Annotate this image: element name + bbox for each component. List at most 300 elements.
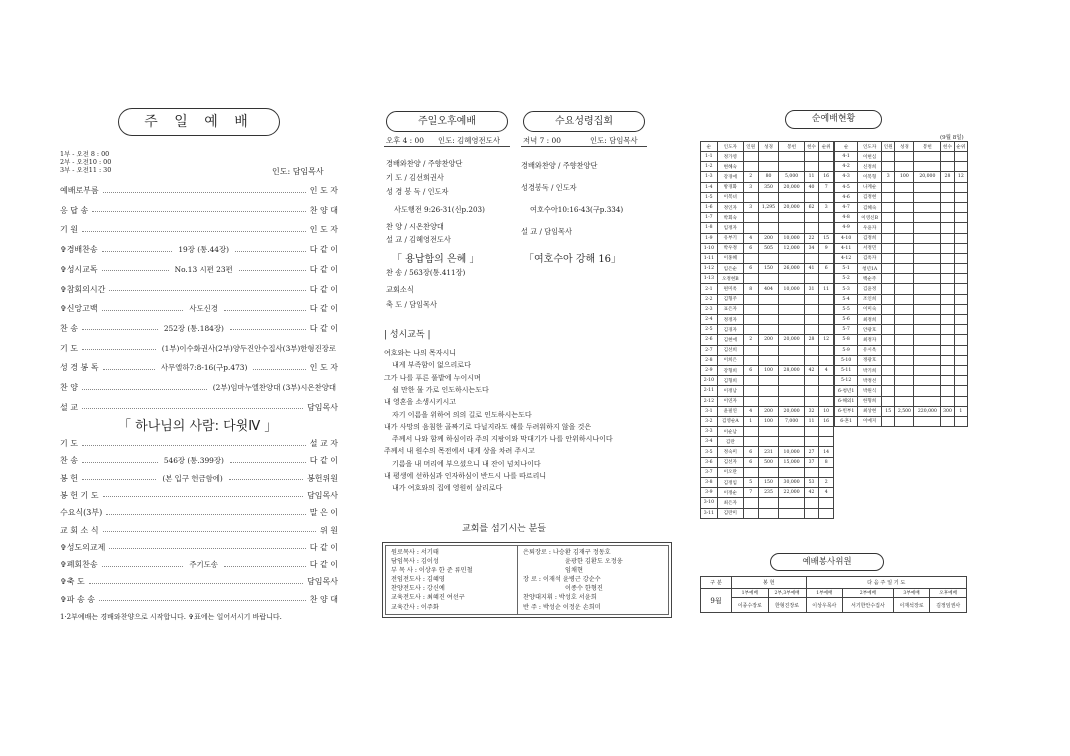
- attendance-cell: 150: [758, 264, 779, 274]
- attendance-cell: [895, 335, 914, 345]
- attendance-cell: 안광호: [858, 325, 882, 335]
- order-item-label: 수요식(3부): [60, 508, 103, 518]
- attendance-cell: [804, 253, 819, 263]
- attendance-cell: 신정희: [858, 162, 882, 172]
- vol-name: 이종수장로: [732, 598, 769, 613]
- table-row: [701, 427, 834, 437]
- attendance-header-cell: 순위: [819, 142, 834, 152]
- attendance-cell: 2-4: [701, 315, 718, 325]
- staff-line: 교육전도사 : 최혜진 여선구: [391, 594, 465, 602]
- attendance-cell: 3: [743, 202, 758, 212]
- attendance-cell: [914, 253, 941, 263]
- attendance-cell: 42: [804, 488, 819, 498]
- attendance-cell: 1-5: [701, 192, 718, 202]
- attendance-cell: 11: [804, 416, 819, 426]
- attendance-cell: [804, 192, 819, 202]
- attendance-cell: [819, 253, 834, 263]
- attendance-cell: [895, 213, 914, 223]
- order-item-label: 예배로부름: [60, 186, 99, 195]
- attendance-cell: [743, 386, 758, 396]
- staff-line: 이종수 한형진: [565, 585, 603, 593]
- attendance-header-cell: 봉헌: [914, 142, 941, 152]
- wednesday-item-1: 경배와찬양 / 주향찬양단: [521, 161, 598, 170]
- table-row: [701, 467, 834, 477]
- attendance-cell: 1-11: [701, 253, 718, 263]
- order-item-label: ✞파 송 송: [60, 594, 95, 604]
- attendance-cell: 1-12: [701, 264, 718, 274]
- attendance-cell: [758, 355, 779, 365]
- attendance-cell: [914, 202, 941, 212]
- attendance-cell: 20,000: [914, 172, 941, 182]
- attendance-cell: [819, 315, 834, 325]
- order-item-label: ✞신앙고백: [60, 304, 98, 314]
- wednesday-title: 수요성령집회: [523, 111, 645, 132]
- attendance-cell: 41: [804, 264, 819, 274]
- attendance-cell: 20,000: [779, 335, 804, 345]
- attendance-header-cell: 인도자: [858, 142, 882, 152]
- attendance-cell: 이현심: [858, 152, 882, 162]
- table-row: [701, 478, 834, 488]
- attendance-cell: 16: [819, 172, 834, 182]
- attendance-cell: 22,000: [779, 488, 804, 498]
- attendance-header-cell: 인원: [743, 142, 758, 152]
- dotted-leader: [103, 369, 155, 370]
- attendance-cell: 11: [819, 284, 834, 294]
- table-row: [835, 284, 968, 294]
- order-item-row: [60, 204, 338, 218]
- dotted-leader: [99, 600, 306, 601]
- order-item-row: [60, 541, 338, 555]
- attendance-cell: [779, 325, 804, 335]
- staff-line: 담임목사 : 김이성: [391, 558, 439, 566]
- attendance-cell: 1,295: [758, 202, 779, 212]
- staff-box: [382, 542, 672, 618]
- attendance-cell: [804, 223, 819, 233]
- attendance-cell: [895, 243, 914, 253]
- attendance-header-right: [835, 142, 968, 152]
- table-row: [701, 406, 834, 416]
- attendance-cell: 백순주: [858, 274, 882, 284]
- attendance-cell: [779, 376, 804, 386]
- attendance-cell: [954, 284, 967, 294]
- volunteers-table-wrap: [700, 576, 967, 613]
- attendance-cell: [954, 253, 967, 263]
- attendance-cell: [895, 274, 914, 284]
- attendance-cell: 10,000: [779, 284, 804, 294]
- attendance-cell: 1-8: [701, 223, 718, 233]
- attendance-cell: 80: [758, 172, 779, 182]
- attendance-cell: [895, 304, 914, 314]
- attendance-cell: 235: [758, 488, 779, 498]
- attendance-cell: [914, 233, 941, 243]
- attendance-cell: [779, 274, 804, 284]
- attendance-cell: 42: [804, 365, 819, 375]
- attendance-cell: [954, 355, 967, 365]
- staff-line: 전임전도사 : 김혜영: [391, 576, 445, 584]
- attendance-cell: [882, 345, 895, 355]
- staff-line: 장 로 : 이재석 윤병근 강순수: [523, 576, 601, 584]
- wednesday-time: 저녁 7 : 00: [523, 136, 561, 145]
- attendance-cell: 200: [758, 335, 779, 345]
- attendance-cell: 임은순: [717, 264, 743, 274]
- dotted-leader: [102, 251, 173, 252]
- order-item-person: 다 같 이: [309, 542, 338, 552]
- wednesday-leader: 인도: 담임목사: [590, 136, 638, 145]
- attendance-cell: [941, 223, 954, 233]
- table-row: [701, 253, 834, 263]
- afternoon-item-4: 사도행전 9:26-31(신p.203): [394, 205, 485, 214]
- vol-name: 서기한안수집사: [843, 598, 894, 613]
- order-item-detail: 252장 (통.184장): [163, 323, 224, 333]
- order-item-person: 다 같 이: [309, 323, 339, 333]
- order-item-label: 찬 양: [60, 383, 78, 392]
- attendance-cell: 유부기: [717, 233, 743, 243]
- attendance-cell: 12,000: [779, 243, 804, 253]
- attendance-cell: 조인희: [858, 294, 882, 304]
- table-row: [835, 396, 968, 406]
- attendance-cell: [941, 365, 954, 375]
- attendance-cell: 김선희: [717, 345, 743, 355]
- order-item-label: 찬 송: [60, 323, 78, 333]
- dotted-leader: [102, 566, 184, 567]
- attendance-cell: 나계순: [858, 182, 882, 192]
- dotted-leader: [109, 548, 305, 549]
- attendance-cell: [743, 162, 758, 172]
- attendance-cell: [819, 223, 834, 233]
- attendance-header-cell: 헌수: [941, 142, 954, 152]
- reading-line: 쉴 만한 물 가로 인도하시는도다: [392, 385, 489, 394]
- attendance-cell: [882, 284, 895, 294]
- attendance-cell: [779, 345, 804, 355]
- attendance-cell: [895, 223, 914, 233]
- attendance-cell: 이연자: [717, 396, 743, 406]
- staff-line: 임채현: [565, 567, 583, 575]
- attendance-cell: 김옥자: [858, 253, 882, 263]
- dotted-leader: [102, 270, 169, 271]
- reading-line: 내게 부족함이 없으리로다: [392, 361, 471, 370]
- attendance-cell: [882, 274, 895, 284]
- attendance-cell: 7: [743, 488, 758, 498]
- order-item-label: 기 원: [60, 225, 78, 235]
- attendance-cell: 150: [758, 478, 779, 488]
- dotted-leader: [109, 290, 305, 291]
- attendance-cell: 2-7: [701, 345, 718, 355]
- attendance-cell: 김경자: [717, 325, 743, 335]
- table-row: [701, 355, 834, 365]
- table-row: [835, 162, 968, 172]
- attendance-cell: 5-11: [835, 365, 858, 375]
- attendance-cell: 1-3: [701, 172, 718, 182]
- attendance-cell: [819, 213, 834, 223]
- attendance-cell: [941, 182, 954, 192]
- attendance-cell: [914, 213, 941, 223]
- attendance-header-cell: 헌수: [804, 142, 819, 152]
- table-row: [835, 213, 968, 223]
- attendance-cell: 5-2: [835, 274, 858, 284]
- attendance-cell: [758, 274, 779, 284]
- attendance-cell: 300: [941, 406, 954, 416]
- attendance-cell: 4-12: [835, 253, 858, 263]
- table-row: [701, 304, 834, 314]
- table-row: [701, 437, 834, 447]
- attendance-cell: [743, 315, 758, 325]
- dotted-leader: [82, 389, 207, 390]
- table-row: [835, 152, 968, 162]
- attendance-cell: 2-6: [701, 335, 718, 345]
- attendance-cell: 6: [743, 365, 758, 375]
- attendance-cell: [914, 315, 941, 325]
- reading-line: 내가 여호와의 집에 영원히 살리로다: [392, 484, 503, 493]
- order-item-person: 다 같 이: [309, 284, 338, 294]
- table-row: [835, 335, 968, 345]
- attendance-cell: 이정순: [717, 488, 743, 498]
- staff-line: 윤광한 김환도 오정웅: [565, 558, 623, 566]
- attendance-cell: 3-5: [701, 447, 718, 457]
- attendance-cell: [819, 355, 834, 365]
- attendance-cell: [954, 192, 967, 202]
- dotted-leader: [82, 408, 303, 409]
- attendance-cell: 1-13: [701, 274, 718, 284]
- attendance-cell: 500: [758, 457, 779, 467]
- attendance-cell: [941, 304, 954, 314]
- attendance-cell: [914, 386, 941, 396]
- attendance-cell: 4-11: [835, 243, 858, 253]
- attendance-cell: [954, 182, 967, 192]
- table-row: [701, 264, 834, 274]
- main-worship-title: 주 일 예 배: [118, 108, 280, 136]
- attendance-header-cell: 성경: [758, 142, 779, 152]
- attendance-cell: [743, 396, 758, 406]
- afternoon-item-7: 찬 송 / 563장(통.411장): [386, 268, 466, 277]
- attendance-cell: 4: [819, 365, 834, 375]
- attendance-cell: [743, 355, 758, 365]
- order-item-row: [60, 437, 338, 451]
- attendance-cell: 10,000: [779, 233, 804, 243]
- attendance-cell: [914, 274, 941, 284]
- afternoon-item-9: 축 도 / 담임목사: [386, 300, 437, 309]
- attendance-cell: [914, 223, 941, 233]
- attendance-cell: 이정남: [717, 386, 743, 396]
- dotted-leader: [82, 329, 158, 330]
- attendance-cell: [914, 345, 941, 355]
- attendance-cell: 김정현: [858, 192, 882, 202]
- table-row: [835, 202, 968, 212]
- attendance-cell: 이복형: [858, 172, 882, 182]
- order-item-label: 찬 송: [60, 456, 78, 466]
- attendance-cell: [758, 192, 779, 202]
- wednesday-divider: [521, 146, 647, 147]
- attendance-cell: 2,500: [895, 406, 914, 416]
- attendance-cell: 6: [743, 457, 758, 467]
- attendance-cell: [914, 325, 941, 335]
- dotted-leader: [235, 251, 306, 252]
- attendance-cell: 정광호: [858, 355, 882, 365]
- attendance-cell: 2-8: [701, 355, 718, 365]
- attendance-cell: [882, 376, 895, 386]
- attendance-cell: 4-1: [835, 152, 858, 162]
- attendance-cell: [882, 315, 895, 325]
- attendance-cell: 유시옥: [858, 345, 882, 355]
- vol-header-offering: 봉 헌: [732, 577, 807, 589]
- attendance-cell: 2-11: [701, 386, 718, 396]
- attendance-cell: [941, 264, 954, 274]
- attendance-cell: [895, 264, 914, 274]
- attendance-cell: 3: [819, 202, 834, 212]
- attendance-cell: [914, 335, 941, 345]
- attendance-cell: [743, 294, 758, 304]
- attendance-cell: [819, 386, 834, 396]
- vol-subheader: 3부예배: [893, 589, 930, 598]
- attendance-cell: 5-12: [835, 376, 858, 386]
- attendance-cell: [819, 345, 834, 355]
- attendance-cell: [914, 243, 941, 253]
- attendance-cell: 62: [804, 202, 819, 212]
- attendance-cell: [954, 315, 967, 325]
- attendance-cell: 청년1A: [858, 264, 882, 274]
- attendance-cell: 231: [758, 447, 779, 457]
- attendance-cell: [819, 162, 834, 172]
- attendance-cell: 28: [804, 335, 819, 345]
- attendance-cell: 오정현B: [717, 274, 743, 284]
- attendance-cell: 2-10: [701, 376, 718, 386]
- attendance-cell: [954, 233, 967, 243]
- attendance-cell: 3-9: [701, 488, 718, 498]
- attendance-cell: [954, 202, 967, 212]
- wednesday-item-3: 여호수아10:16-43(구p.334): [530, 205, 624, 214]
- attendance-cell: 1-1: [701, 152, 718, 162]
- attendance-cell: [758, 376, 779, 386]
- afternoon-item-1: 경배와찬양 / 주향찬양단: [386, 159, 463, 168]
- table-row: [701, 223, 834, 233]
- wednesday-sermon: 「여호수아 강해 16」: [524, 254, 622, 265]
- attendance-cell: [882, 365, 895, 375]
- attendance-cell: 200: [758, 233, 779, 243]
- attendance-cell: [941, 386, 954, 396]
- dotted-leader: [82, 349, 156, 350]
- attendance-cell: 6-청년1: [835, 386, 858, 396]
- attendance-cell: [804, 427, 819, 437]
- attendance-cell: 4-3: [835, 172, 858, 182]
- attendance-cell: [743, 345, 758, 355]
- table-row: [701, 508, 834, 518]
- attendance-cell: [882, 253, 895, 263]
- attendance-cell: [779, 304, 804, 314]
- order-item-label: 기 도: [60, 439, 78, 448]
- attendance-cell: [743, 274, 758, 284]
- attendance-cell: [882, 294, 895, 304]
- attendance-cell: 1-2: [701, 162, 718, 172]
- order-item-label: 봉 헌: [60, 473, 78, 483]
- attendance-cell: 5,000: [779, 172, 804, 182]
- attendance-cell: 1-9: [701, 233, 718, 243]
- attendance-cell: 최은자: [717, 498, 743, 508]
- attendance-cell: [819, 437, 834, 447]
- attendance-cell: [819, 376, 834, 386]
- attendance-cell: [954, 396, 967, 406]
- attendance-cell: 이예지: [858, 416, 882, 426]
- attendance-cell: 14: [819, 447, 834, 457]
- attendance-cell: [941, 355, 954, 365]
- table-row: [701, 376, 834, 386]
- order-item-row: [60, 575, 338, 589]
- order-item-person: 봉헌위원: [307, 473, 338, 483]
- attendance-cell: 11: [804, 172, 819, 182]
- attendance-cell: 최정희: [858, 315, 882, 325]
- attendance-cell: 5-3: [835, 284, 858, 294]
- staff-line: 찬양전도사 : 강신예: [391, 585, 445, 593]
- attendance-cell: 이희은: [717, 355, 743, 365]
- attendance-cell: [954, 213, 967, 223]
- attendance-cell: 7: [819, 182, 834, 192]
- attendance-cell: 4: [743, 406, 758, 416]
- attendance-cell: [758, 325, 779, 335]
- staff-list-right: [523, 548, 623, 612]
- attendance-cell: [941, 294, 954, 304]
- attendance-cell: [804, 294, 819, 304]
- attendance-cell: 정인자: [717, 202, 743, 212]
- attendance-header-cell: 순위: [954, 142, 967, 152]
- order-item-detail: (본 입구 헌금함에): [162, 473, 223, 483]
- order-item-detail: (2부)임마누엘찬양대 (3부)시온찬양대: [212, 383, 336, 392]
- attendance-cell: [895, 294, 914, 304]
- attendance-cell: 김현애: [717, 335, 743, 345]
- attendance-cell: [895, 365, 914, 375]
- attendance-cell: 정숙미: [717, 447, 743, 457]
- attendance-cell: 1-7: [701, 213, 718, 223]
- attendance-cell: [804, 213, 819, 223]
- attendance-cell: 김영순A: [717, 416, 743, 426]
- attendance-cell: [758, 152, 779, 162]
- attendance-cell: 6: [743, 264, 758, 274]
- attendance-cell: [758, 345, 779, 355]
- attendance-cell: [914, 355, 941, 365]
- attendance-cell: 김혜숙: [858, 202, 882, 212]
- order-item-person: 다 같 이: [309, 304, 338, 314]
- dotted-leader: [103, 531, 316, 532]
- attendance-cell: [954, 416, 967, 426]
- attendance-table-right: [834, 141, 968, 427]
- attendance-cell: [819, 427, 834, 437]
- order-item-person: 다 같 이: [309, 245, 339, 255]
- attendance-cell: [954, 386, 967, 396]
- order-item-detail: 19장 (통.44장): [178, 245, 230, 255]
- attendance-cell: [941, 152, 954, 162]
- attendance-cell: 2-12: [701, 396, 718, 406]
- vol-name: 한형진장로: [768, 598, 806, 613]
- attendance-cell: 김형주: [717, 294, 743, 304]
- attendance-cell: 28,000: [779, 365, 804, 375]
- vol-name: 김정임권사: [930, 598, 967, 613]
- attendance-cell: [941, 325, 954, 335]
- attendance-cell: 3-6: [701, 457, 718, 467]
- order-item-person: 인 도 자: [309, 225, 338, 235]
- attendance-cell: [882, 325, 895, 335]
- table-row: [701, 488, 834, 498]
- table-row: [701, 233, 834, 243]
- table-row: [701, 335, 834, 345]
- vol-subheader: 1부예배: [806, 589, 843, 598]
- attendance-cell: [954, 376, 967, 386]
- table-row: [701, 192, 834, 202]
- order-item-row: [60, 243, 338, 257]
- attendance-cell: [758, 427, 779, 437]
- dotted-leader: [224, 566, 306, 567]
- service-time-3: 3부 - 오전11 : 30: [60, 166, 112, 174]
- attendance-cell: [954, 223, 967, 233]
- vol-name: 이재석장로: [893, 598, 930, 613]
- attendance-cell: [895, 233, 914, 243]
- attendance-cell: [779, 294, 804, 304]
